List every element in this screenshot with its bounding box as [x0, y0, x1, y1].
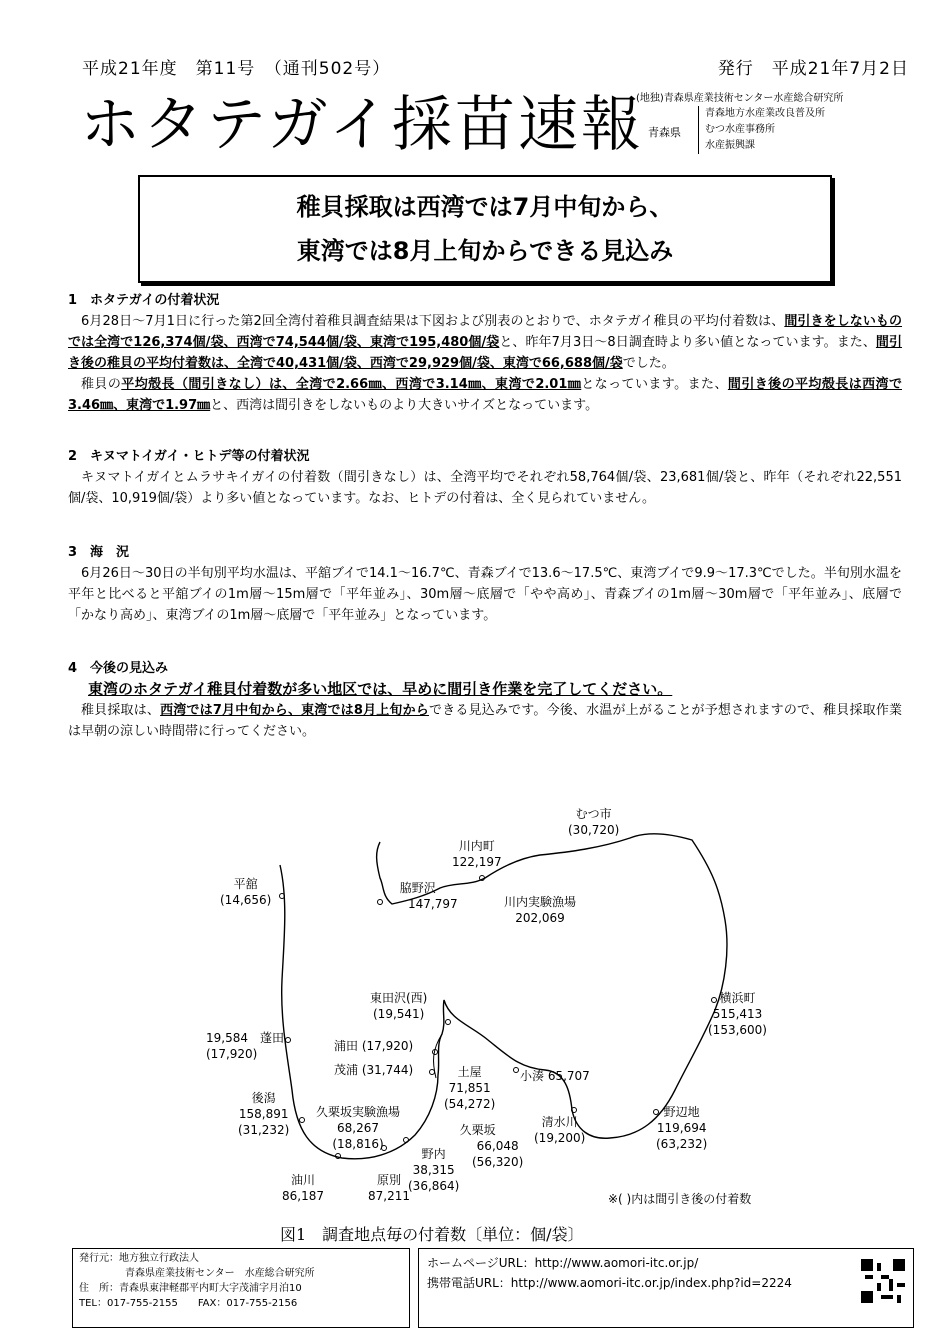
station-noheji: 野辺地 119,694 (63,232) — [656, 1105, 708, 1151]
org-main: (地独)青森県産業技術センター水産総合研究所 — [636, 93, 844, 104]
headline-box — [138, 175, 832, 283]
station-harabetsu: 原別 87,211 — [368, 1173, 410, 1203]
qr-code-icon — [861, 1259, 905, 1303]
station-yokohama: 横浜町 515,413 (153,600) — [708, 991, 767, 1037]
section-paragraph: 6月28日～7月1日に行った第2回全湾付着稚貝調査結果は下図および別表のとおりで、ホタテガイ稚貝の平均付着数は、間引きをしないものでは全湾で126,374個/袋、西湾で74,544個/袋、東湾で195,480個/袋と、昨年7月3日～8日調査時より多い値となっています。また、間引き後の稚貝の平均付着数は、全湾で40,431個/袋、西湾で29,929個/袋、東湾で66,688個/袋でした。 — [68, 314, 902, 371]
org-list — [698, 106, 825, 154]
section-title: 2 キヌマトイガイ・ヒトデ等の付着状況 — [68, 449, 310, 464]
publisher-label: 発行元：地方独立行政法人 — [79, 1253, 199, 1264]
station-kuriko: 久栗坂 66,048 (56,320) — [459, 1123, 524, 1169]
station-kuriko-farm: 久栗坂実験漁場 68,267 (18,816) — [316, 1105, 401, 1151]
station-gogata: 後潟 158,891 (31,232) — [238, 1091, 290, 1137]
station-marker — [300, 1118, 305, 1123]
station-marker — [514, 1068, 519, 1073]
outlook-highlight: 東湾のホタテガイ稚貝付着数が多い地区では、早めに間引き作業を完了してください。 — [88, 680, 673, 698]
station-aburakawa: 油川 86,187 — [282, 1173, 324, 1203]
station-mutsu: むつ市 (30,720) — [568, 807, 620, 837]
publisher-name: 青森県産業技術センター 水産総合研究所 — [125, 1268, 315, 1279]
headline-line: 稚貝採取は西湾では7月中旬から、 — [296, 193, 674, 221]
figure-caption: 図1 調査地点毎の付着数〔単位：個/袋〕 — [280, 1225, 584, 1244]
section-outlook — [68, 658, 902, 742]
station-higashitazawa: 東田沢(西) (19,541) — [370, 991, 428, 1021]
station-marker — [404, 1138, 409, 1143]
section-other-species — [68, 446, 902, 509]
issue-date: 発行 平成21年7月2日 — [717, 59, 909, 79]
org-item: 水産振興課 — [705, 140, 755, 151]
section-paragraph: 稚貝の平均殻長（間引きなし）は、全湾で2.66㎜、西湾で3.14㎜、東湾で2.01㎜となっています。また、間引き後の平均殻長は西湾で3.46㎜、東湾で1.97㎜と、西湾は間引きをしないものより大きいサイズとなっています。 — [68, 377, 902, 413]
station-urata: 浦田 (17,920) — [334, 1039, 414, 1053]
station-marker — [446, 1020, 451, 1025]
station-nonai: 野内 38,315 (36,864) — [408, 1147, 460, 1193]
station-wakinosawa: 脇野沢 147,797 — [399, 881, 458, 911]
section-title: 1 ホタテガイの付着状況 — [68, 293, 220, 308]
station-tairadate: 平舘 (14,656) — [220, 877, 272, 907]
station-kawauchi-farm: 川内実験漁場 202,069 — [504, 895, 577, 925]
section-paragraph: 稚貝採取は、西湾では7月中旬から、東湾では8月上旬からできる見込みです。今後、水温が上がることが予想されますので、稚貝採取作業は早朝の涼しい時間帯に行ってください。 — [68, 703, 903, 739]
section-title: 4 今後の見込み — [68, 661, 169, 676]
headline-line: 東湾では8月上旬からできる見込み — [296, 237, 674, 265]
issue-number: 平成21年度 第11号 （通刊502号） — [82, 59, 391, 79]
publisher-box — [72, 1248, 410, 1328]
section-sea-conditions — [68, 542, 902, 626]
station-marker — [430, 1070, 435, 1075]
station-marker — [286, 1038, 291, 1043]
section-title: 3 海 況 — [68, 545, 130, 560]
org-item: むつ水産事務所 — [705, 124, 775, 135]
page-title: ホタテガイ採苗速報 — [80, 90, 644, 160]
station-kominato: 小湊 65,707 — [520, 1069, 590, 1083]
map-note: ※( )内は間引き後の付着数 — [608, 1192, 752, 1206]
address: 住 所：青森県東津軽郡平内町大字茂浦字月泊10 — [79, 1283, 302, 1294]
station-tsuchiya: 土屋 71,851 (54,272) — [444, 1065, 496, 1111]
station-moura: 茂浦 (31,744) — [334, 1063, 414, 1077]
station-shimizugawa: 清水川 (19,200) — [534, 1115, 586, 1145]
station-kawauchi: 川内町 122,197 — [452, 839, 502, 869]
section-attachment — [68, 290, 902, 416]
section-paragraph: 6月26日～30日の半旬別平均水温は、平舘ブイで14.1～16.7℃、青森ブイで13.6～17.5℃、東湾ブイで9.9～17.3℃でした。半旬別水温を平年と比べると平舘ブイの1m層～15m層で「平年並み」、30m層～底層で「やや高め」、青森ブイの1m層～30m層で「平年並み」、底層で「かなり高め」、東湾ブイの1m層～底層で「平年並み」となっています。 — [68, 566, 902, 623]
mobile-url[interactable]: 携帯電話URL：http://www.aomori-itc.or.jp/index.php?id=2224 — [427, 1276, 792, 1290]
phone-fax: TEL：017-755-2155 FAX：017-755-2156 — [79, 1298, 298, 1309]
url-box — [418, 1248, 914, 1328]
org-item: 青森地方水産業改良普及所 — [705, 108, 825, 119]
section-paragraph: キヌマトイガイとムラサキイガイの付着数（間引きなし）は、全湾平均でそれぞれ58,764個/袋、23,681個/袋と、昨年（それぞれ22,551個/袋、10,919個/袋）より多い値となっています。なお、ヒトデの付着は、全く見られていません。 — [68, 470, 902, 506]
homepage-url[interactable]: ホームページURL：http://www.aomori-itc.or.jp/ — [427, 1256, 699, 1270]
prefecture-label: 青森県 — [648, 126, 681, 139]
station-yomogita: 19,584 蓬田 (17,920) — [206, 1031, 285, 1061]
